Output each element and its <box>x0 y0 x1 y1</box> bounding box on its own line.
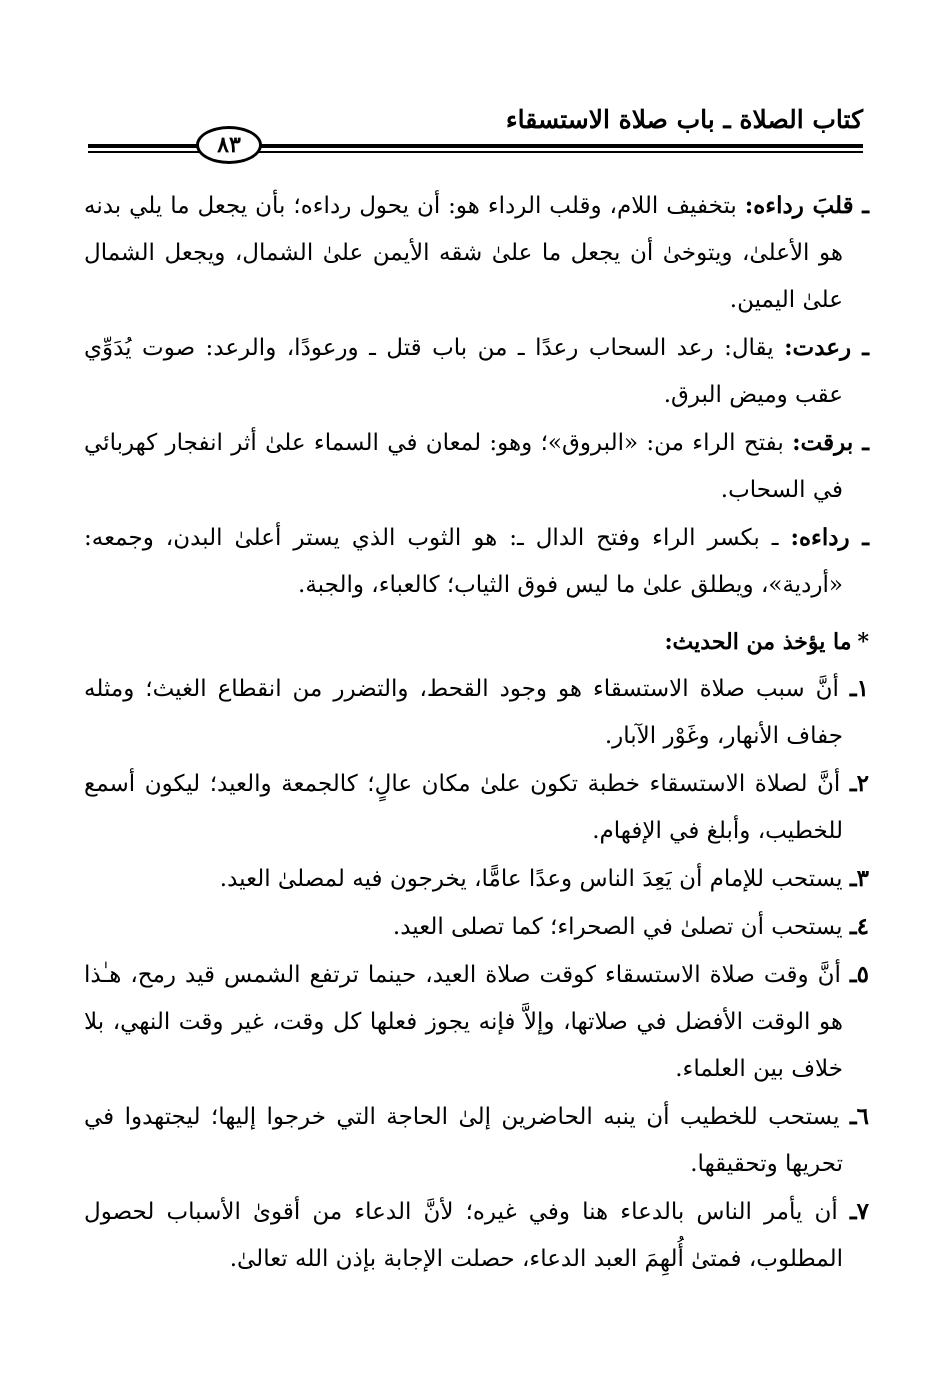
item-text: أن يأمر الناس بالدعاء هنا وفي غيره؛ لأنَّ الدعاء من أقوىٰ الأسباب لحصول المطلوب، فمتىٰ أُلهِمَ العبد الدعاء، حصلت الإجابة بإذن الله تعالىٰ. <box>84 1199 843 1272</box>
star-bullet: * <box>857 629 869 655</box>
numbered-item <box>84 1188 869 1283</box>
section-heading-text: ما يؤخذ من الحديث: <box>664 629 852 655</box>
section-heading <box>84 619 869 665</box>
numbered-item <box>84 1093 869 1188</box>
glossary-entry <box>84 419 869 514</box>
item-number: ١ـ <box>849 675 869 702</box>
item-number: ٣ـ <box>849 865 869 892</box>
glossary-term: ـ رداءه: <box>790 524 870 551</box>
glossary-entry <box>84 182 869 324</box>
item-number: ٦ـ <box>849 1103 869 1130</box>
page-number: ٨٣ <box>196 126 262 164</box>
glossary-definition: ـ بكسر الراء وفتح الدال ـ: هو الثوب الذي يستر أعلىٰ البدن، وجمعه: «أردية»، ويطلق علىٰ ما ليس فوق الثياب؛ كالعباء، والجبة. <box>84 525 843 598</box>
item-number: ٢ـ <box>849 770 869 797</box>
numbered-item <box>84 903 869 951</box>
running-title: كتاب الصلاة ـ باب صلاة الاستسقاء <box>505 105 863 134</box>
item-text: أنَّ لصلاة الاستسقاء خطبة تكون علىٰ مكان عالٍ؛ كالجمعة والعيد؛ ليكون أسمع للخطيب، وأبلغ في الإفهام. <box>84 771 843 844</box>
glossary-entry <box>84 324 869 419</box>
numbered-item <box>84 951 869 1093</box>
item-number: ٤ـ <box>849 913 869 940</box>
glossary-term: ـ برقت: <box>792 429 869 456</box>
numbered-item <box>84 855 869 903</box>
item-text: يستحب للخطيب أن ينبه الحاضرين إلىٰ الحاجة التي خرجوا إليها؛ ليجتهدوا في تحريها وتحقيقها. <box>84 1104 843 1177</box>
glossary-term: ـ قلبَ رداءه: <box>744 192 869 219</box>
item-text: يستحب للإمام أن يَعِدَ الناس وعدًا عامًّا، يخرجون فيه لمصلىٰ العيد. <box>219 866 843 892</box>
item-number: ٧ـ <box>849 1198 870 1225</box>
item-text: أنَّ وقت صلاة الاستسقاء كوقت صلاة العيد، حينما ترتفع الشمس قيد رمح، هـٰذا هو الوقت الأفضل في صلاتها، وإلاَّ فإنه يجوز فعلها كل وقت، غير وقت النهي، بلا خلاف بين العلماء. <box>84 962 843 1082</box>
glossary-term: ـ رعدت: <box>784 334 870 361</box>
numbered-item <box>84 665 869 760</box>
glossary-definition: بفتح الراء من: «البروق»؛ وهو: لمعان في السماء علىٰ أثر انفجار كهربائي في السحاب. <box>84 430 843 503</box>
item-text: أنَّ سبب صلاة الاستسقاء هو وجود القحط، والتضرر من انقطاع الغيث؛ ومثله جفاف الأنهار، وغَوْر الآبار. <box>84 676 843 749</box>
glossary-definition: بتخفيف اللام، وقلب الرداء هو: أن يحول رداءه؛ بأن يجعل ما يلي بدنه هو الأعلىٰ، ويتوخىٰ أن يجعل ما علىٰ شقه الأيمن علىٰ الشمال، ويجعل الشمال علىٰ اليمين. <box>84 193 843 313</box>
item-text: يستحب أن تصلىٰ في الصحراء؛ كما تصلى العيد. <box>392 914 843 940</box>
numbered-item <box>84 760 869 855</box>
page-header <box>88 104 863 164</box>
item-number: ٥ـ <box>849 961 870 988</box>
page-body <box>84 182 869 1283</box>
glossary-definition: يقال: رعد السحاب رعدًا ـ من باب قتل ـ ورعودًا، والرعد: صوت يُدَوِّي عقب وميض البرق. <box>84 335 843 408</box>
glossary-entry <box>84 514 869 609</box>
